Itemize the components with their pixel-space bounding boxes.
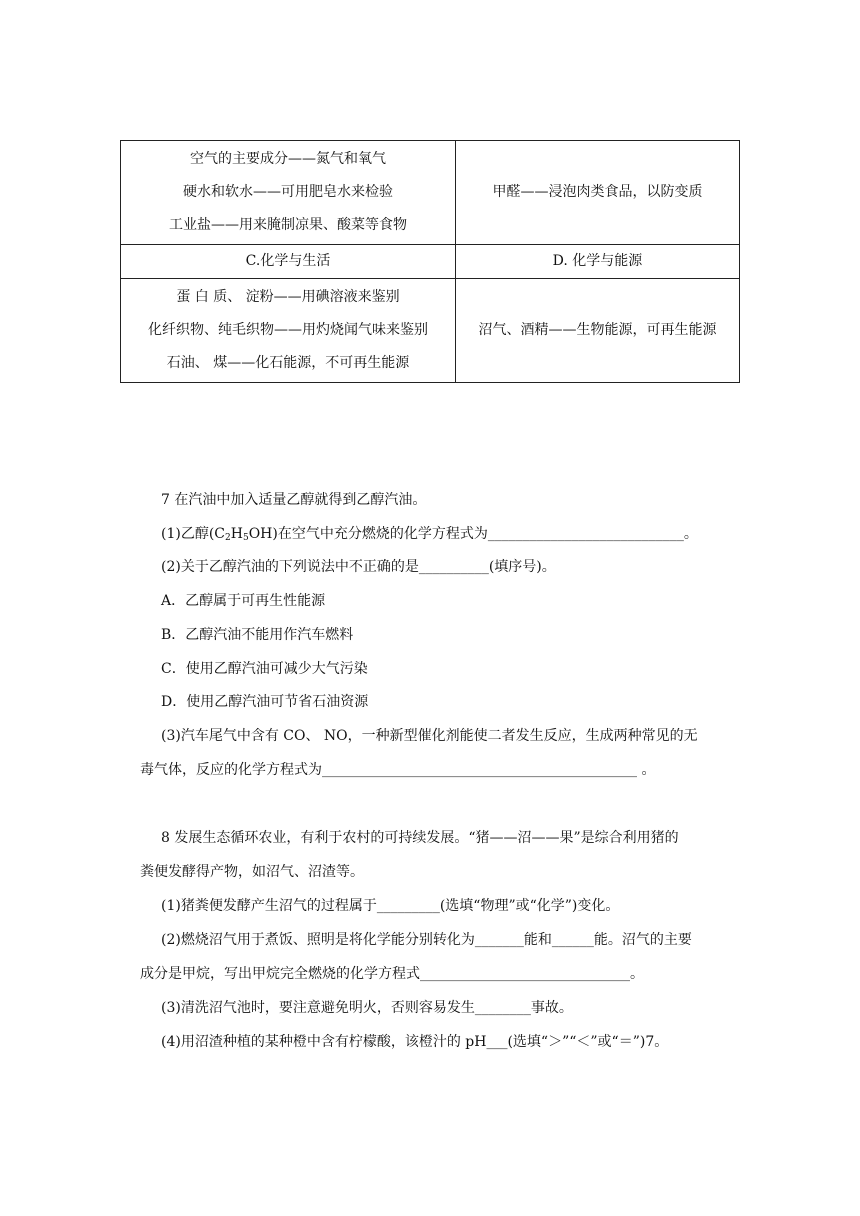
table-cell bbox=[121, 141, 456, 245]
q7-part3-line2: 毒气体，反应的化学方程式为_____________________________________________ 。 bbox=[140, 762, 656, 778]
text-span: H bbox=[230, 526, 243, 542]
comparison-table bbox=[120, 140, 740, 383]
subscript: 2 bbox=[225, 533, 231, 543]
q8-part4: (4)用沼渣种植的某种橙中含有柠檬酸，该橙汁的 pH___(选填“＞”“＜”或“＝”)7。 bbox=[161, 1034, 669, 1050]
q8-part1: (1)猪粪便发酵产生沼气的过程属于_________(选填“物理”或“化学”)变化。 bbox=[161, 898, 620, 914]
cell-line: 蛋 白 质、 淀粉——用碘溶液来鉴别 bbox=[176, 289, 400, 305]
q8-part2-line1: (2)燃烧沼气用于煮饭、照明是将化学能分别转化为_______能和______能。沼气的主要 bbox=[161, 932, 692, 948]
cell-line: 石油、 煤——化石能源，不可再生能源 bbox=[166, 355, 410, 371]
q7-option-a: A．乙醇属于可再生性能源 bbox=[161, 593, 326, 609]
cell-line: 沼气、酒精——生物能源，可再生能源 bbox=[478, 322, 717, 338]
table-row bbox=[121, 279, 740, 383]
table-cell bbox=[456, 279, 740, 383]
cell-line: 甲醛——浸泡肉类食品，以防变质 bbox=[492, 184, 703, 200]
q7-part1 bbox=[161, 524, 761, 544]
table-cell bbox=[456, 141, 740, 245]
header-cell-d: D. 化学与能源 bbox=[456, 245, 740, 279]
q7-option-b: B．乙醇汽油不能用作汽车燃料 bbox=[161, 627, 354, 643]
table-row bbox=[121, 141, 740, 245]
q8-stem-line1: 8 发展生态循环农业，有利于农村的可持续发展。“猪——沼——果”是综合利用猪的 bbox=[161, 830, 679, 846]
q8-stem-line2: 粪便发酵得产物，如沼气、沼渣等。 bbox=[140, 864, 364, 880]
table-cell bbox=[121, 279, 456, 383]
q7-option-d: D．使用乙醇汽油可节省石油资源 bbox=[161, 694, 369, 710]
q7-part3-line1: (3)汽车尾气中含有 CO、 NO，一种新型催化剂能使二者发生反应，生成两种常见的无 bbox=[161, 728, 698, 744]
q8-part2-line2: 成分是甲烷，写出甲烷完全燃烧的化学方程式______________________________。 bbox=[140, 966, 644, 982]
text-span: OH)在空气中充分燃烧的化学方程式为____________________________。 bbox=[248, 526, 698, 542]
cell-line: 化纤织物、纯毛织物——用灼烧闻气味来鉴别 bbox=[148, 322, 428, 338]
cell-line: 工业盐——用来腌制凉果、酸菜等食物 bbox=[169, 217, 407, 233]
text-span: (1)乙醇(C bbox=[161, 526, 226, 542]
q7-part2: (2)关于乙醇汽油的下列说法中不正确的是__________(填序号)。 bbox=[161, 559, 556, 575]
q8-part3: (3)清洗沼气池时，要注意避免明火，否则容易发生________事故。 bbox=[161, 1000, 573, 1016]
subscript: 5 bbox=[242, 533, 249, 543]
header-cell-c: C.化学与生活 bbox=[121, 245, 456, 279]
table-header-row bbox=[121, 245, 740, 279]
q7-option-c: C．使用乙醇汽油可减少大气污染 bbox=[161, 661, 368, 677]
q7-stem: 7 在汽油中加入适量乙醇就得到乙醇汽油。 bbox=[161, 492, 427, 508]
cell-line: 硬水和软水——可用肥皂水来检验 bbox=[183, 184, 393, 200]
cell-line: 空气的主要成分——氮气和氧气 bbox=[190, 151, 386, 167]
